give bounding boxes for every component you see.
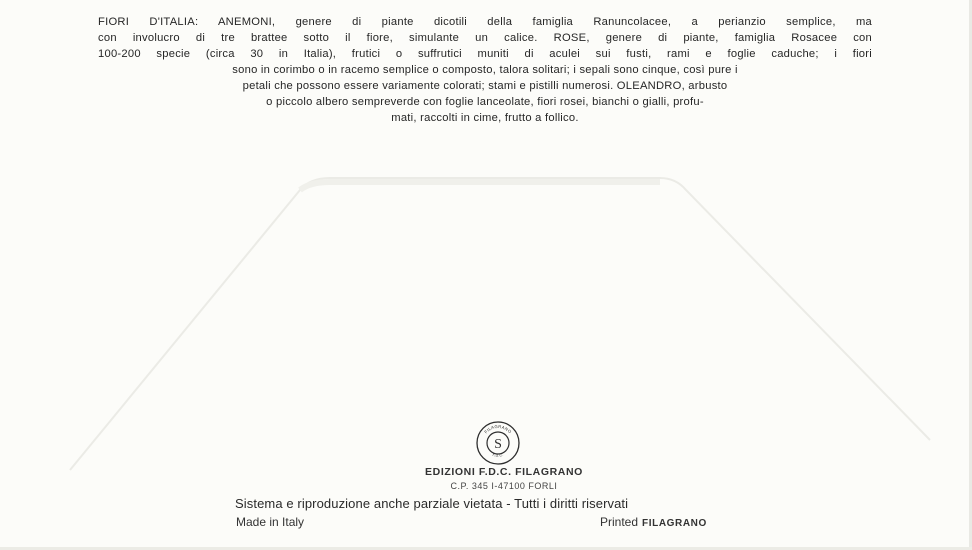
logo-letter: S [494, 437, 502, 452]
flower-description [98, 14, 872, 126]
logo-ring-bottom: F.D.C. [491, 452, 505, 458]
printed-by [600, 515, 707, 529]
description-line: con involucro di tre brattee sotto il fiore, simulante un calice. ROSE, genere di piante, famiglia Rosacee con [98, 32, 872, 44]
printed-brand: FILAGRANO [642, 518, 707, 529]
filagrano-logo [475, 420, 521, 466]
description-line: 100-200 specie (circa 30 in Italia), frutici o suffrutici muniti di aculei sui fusti, rami e foglie caduche; i fiori [98, 48, 872, 60]
description-line: FIORI D'ITALIA: ANEMONI, genere di piante dicotili della famiglia Ranuncolacee, a perianzio semplice, ma [98, 16, 872, 28]
publisher-name: EDIZIONI F.D.C. FILAGRANO [425, 466, 583, 478]
description-line: sono in corimbo o in racemo semplice o composto, talora solitari; i sepali sono cinque, così pure i [232, 64, 738, 76]
made-in-label: Made in Italy [236, 515, 305, 529]
printed-label: Printed [600, 515, 639, 529]
rights-notice: Sistema e riproduzione anche parziale vietata - Tutti i diritti riservati [235, 496, 629, 511]
description-line: o piccolo albero sempreverde con foglie lanceolate, fiori rosei, bianchi o gialli, profu- [266, 96, 704, 108]
logo-ring-top: FILAGRANO [483, 423, 513, 435]
description-line: mati, raccolti in cime, frutto a follico. [391, 112, 579, 124]
publisher-address: C.P. 345 I-47100 FORLI [450, 481, 558, 491]
description-line: petali che possono essere variamente colorati; stami e pistilli numerosi. OLEANDRO, arbusto [242, 80, 728, 92]
